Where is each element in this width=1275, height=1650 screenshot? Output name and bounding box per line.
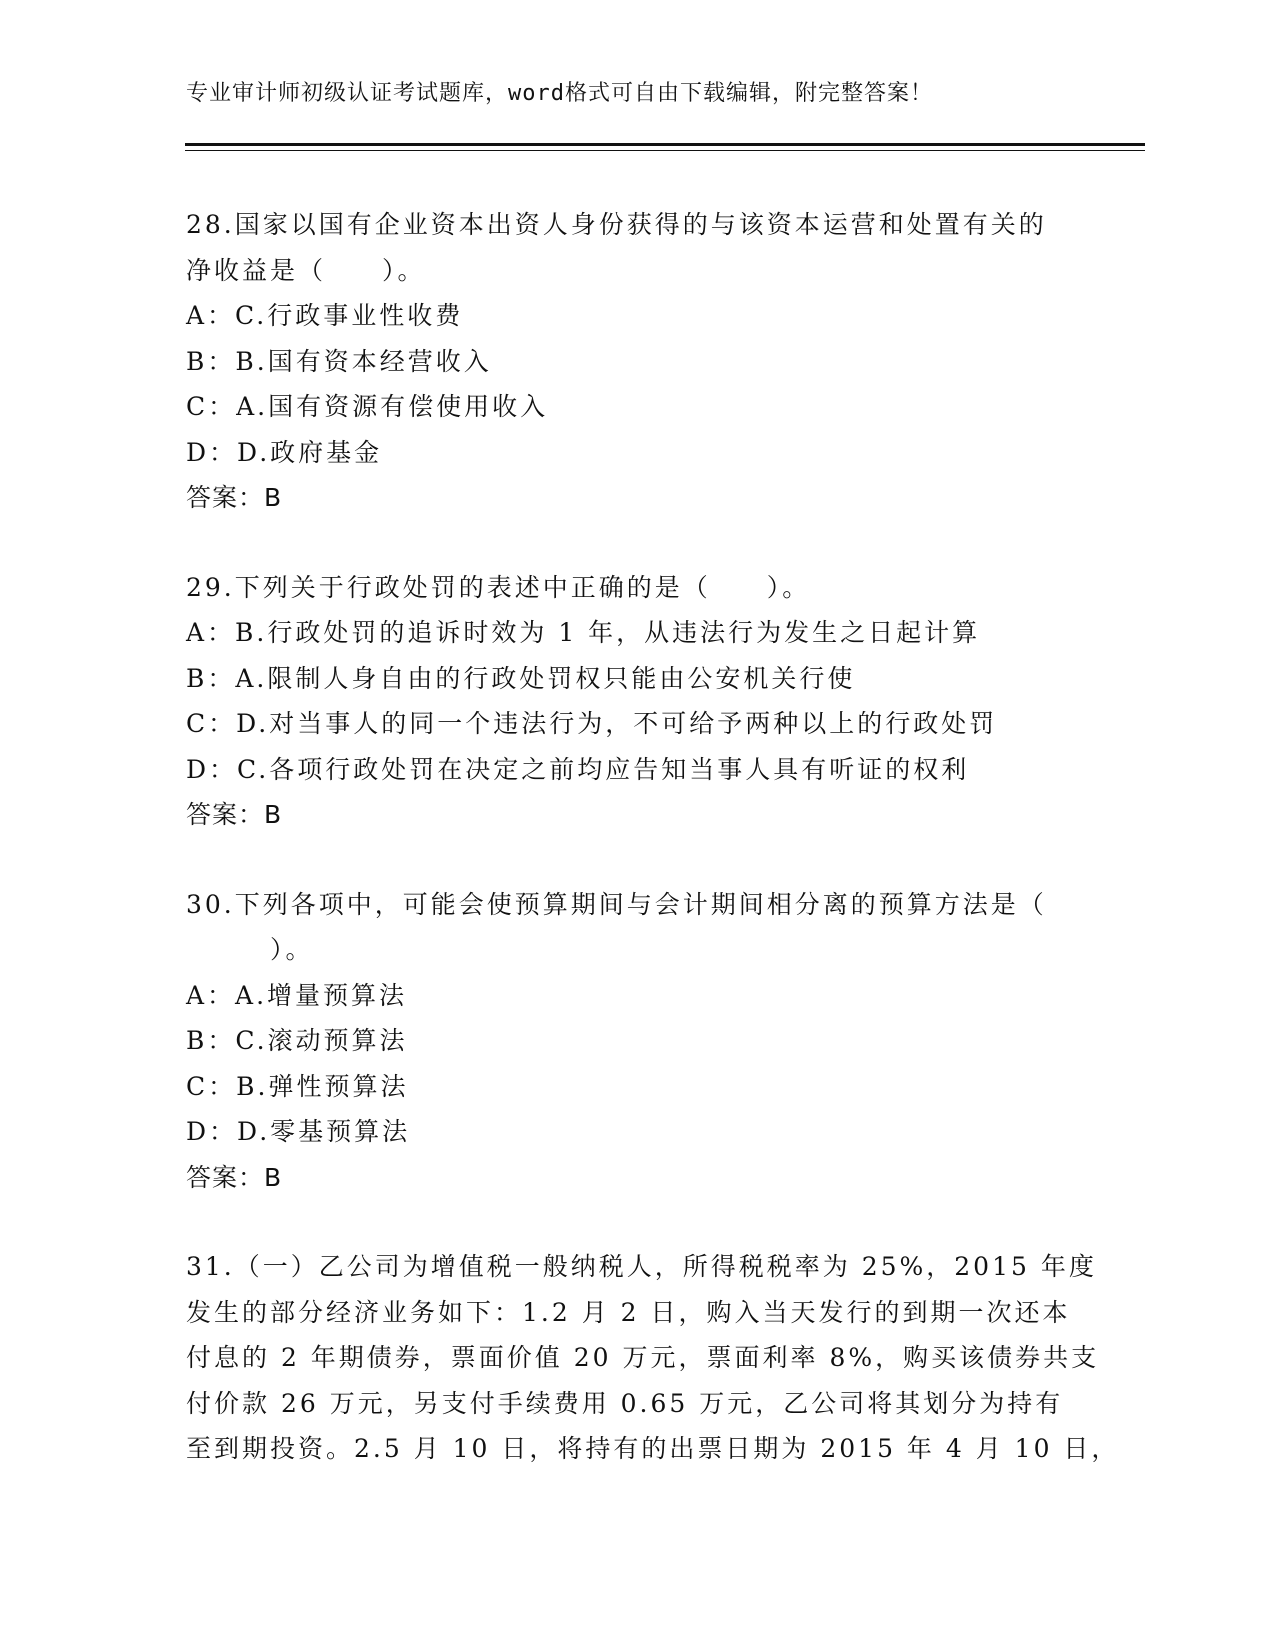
option-c: C：B.弹性预算法 — [186, 1071, 409, 1101]
question-text-line: 28.国家以国有企业资本出资人身份获得的与该资本运营和处置有关的 — [186, 210, 1047, 239]
option-a: A：B.行政处罚的追诉时效为 1 年，从违法行为发生之日起计算 — [186, 618, 981, 647]
option-b: B：A.限制人身自由的行政处罚权只能由公安机关行使 — [186, 663, 856, 693]
question-list — [186, 202, 1120, 1516]
question-28 — [186, 202, 1086, 521]
option-b: B：C.滚动预算法 — [186, 1026, 408, 1055]
answer-label: 答案：B — [186, 1162, 283, 1192]
option-d: D：D.零基预算法 — [186, 1117, 411, 1146]
question-text-line: 净收益是（ ）。 — [186, 255, 426, 285]
page-header: 专业审计师初级认证考试题库，word格式可自由下载编辑，附完整答案！ — [186, 81, 933, 106]
question-29 — [186, 565, 1086, 838]
option-c: C：A.国有资源有偿使用收入 — [186, 392, 549, 421]
question-text-line: 付价款 26 万元，另支付手续费用 0.65 万元，乙公司将其划分为持有 — [186, 1388, 1064, 1418]
question-text-line: 付息的 2 年期债券，票面价值 20 万元，票面利率 8%，购买该债券共支 — [186, 1343, 1100, 1372]
option-d: D：C.各项行政处罚在决定之前均应告知当事人具有听证的权利 — [186, 754, 970, 784]
header-rule-thin — [185, 150, 1145, 151]
option-c: C：D.对当事人的同一个违法行为，不可给予两种以上的行政处罚 — [186, 709, 998, 738]
question-30 — [186, 882, 1086, 1201]
option-a: A：C.行政事业性收费 — [186, 301, 464, 330]
option-a: A：A.增量预算法 — [186, 980, 408, 1010]
question-text-line: ）。 — [186, 935, 314, 964]
answer-label: 答案：B — [186, 483, 283, 512]
question-text-line: 至到期投资。2.5 月 10 日，将持有的出票日期为 2015 年 4 月 10 日， — [186, 1434, 1120, 1463]
option-d: D：D.政府基金 — [186, 437, 383, 467]
answer-label: 答案：B — [186, 800, 283, 829]
question-31 — [186, 1244, 1120, 1472]
question-text-line: 发生的部分经济业务如下：1.2 月 2 日，购入当天发行的到期一次还本 — [186, 1297, 1071, 1327]
question-text-line: 29.下列关于行政处罚的表述中正确的是（ ）。 — [186, 572, 811, 602]
option-b: B：B.国有资本经营收入 — [186, 346, 492, 376]
question-text-line: 31.（一）乙公司为增值税一般纳税人，所得税税率为 25%，2015 年度 — [186, 1252, 1097, 1281]
question-text-line: 30.下列各项中，可能会使预算期间与会计期间相分离的预算方法是（ — [186, 889, 1047, 919]
header-rule-thick — [185, 143, 1145, 146]
